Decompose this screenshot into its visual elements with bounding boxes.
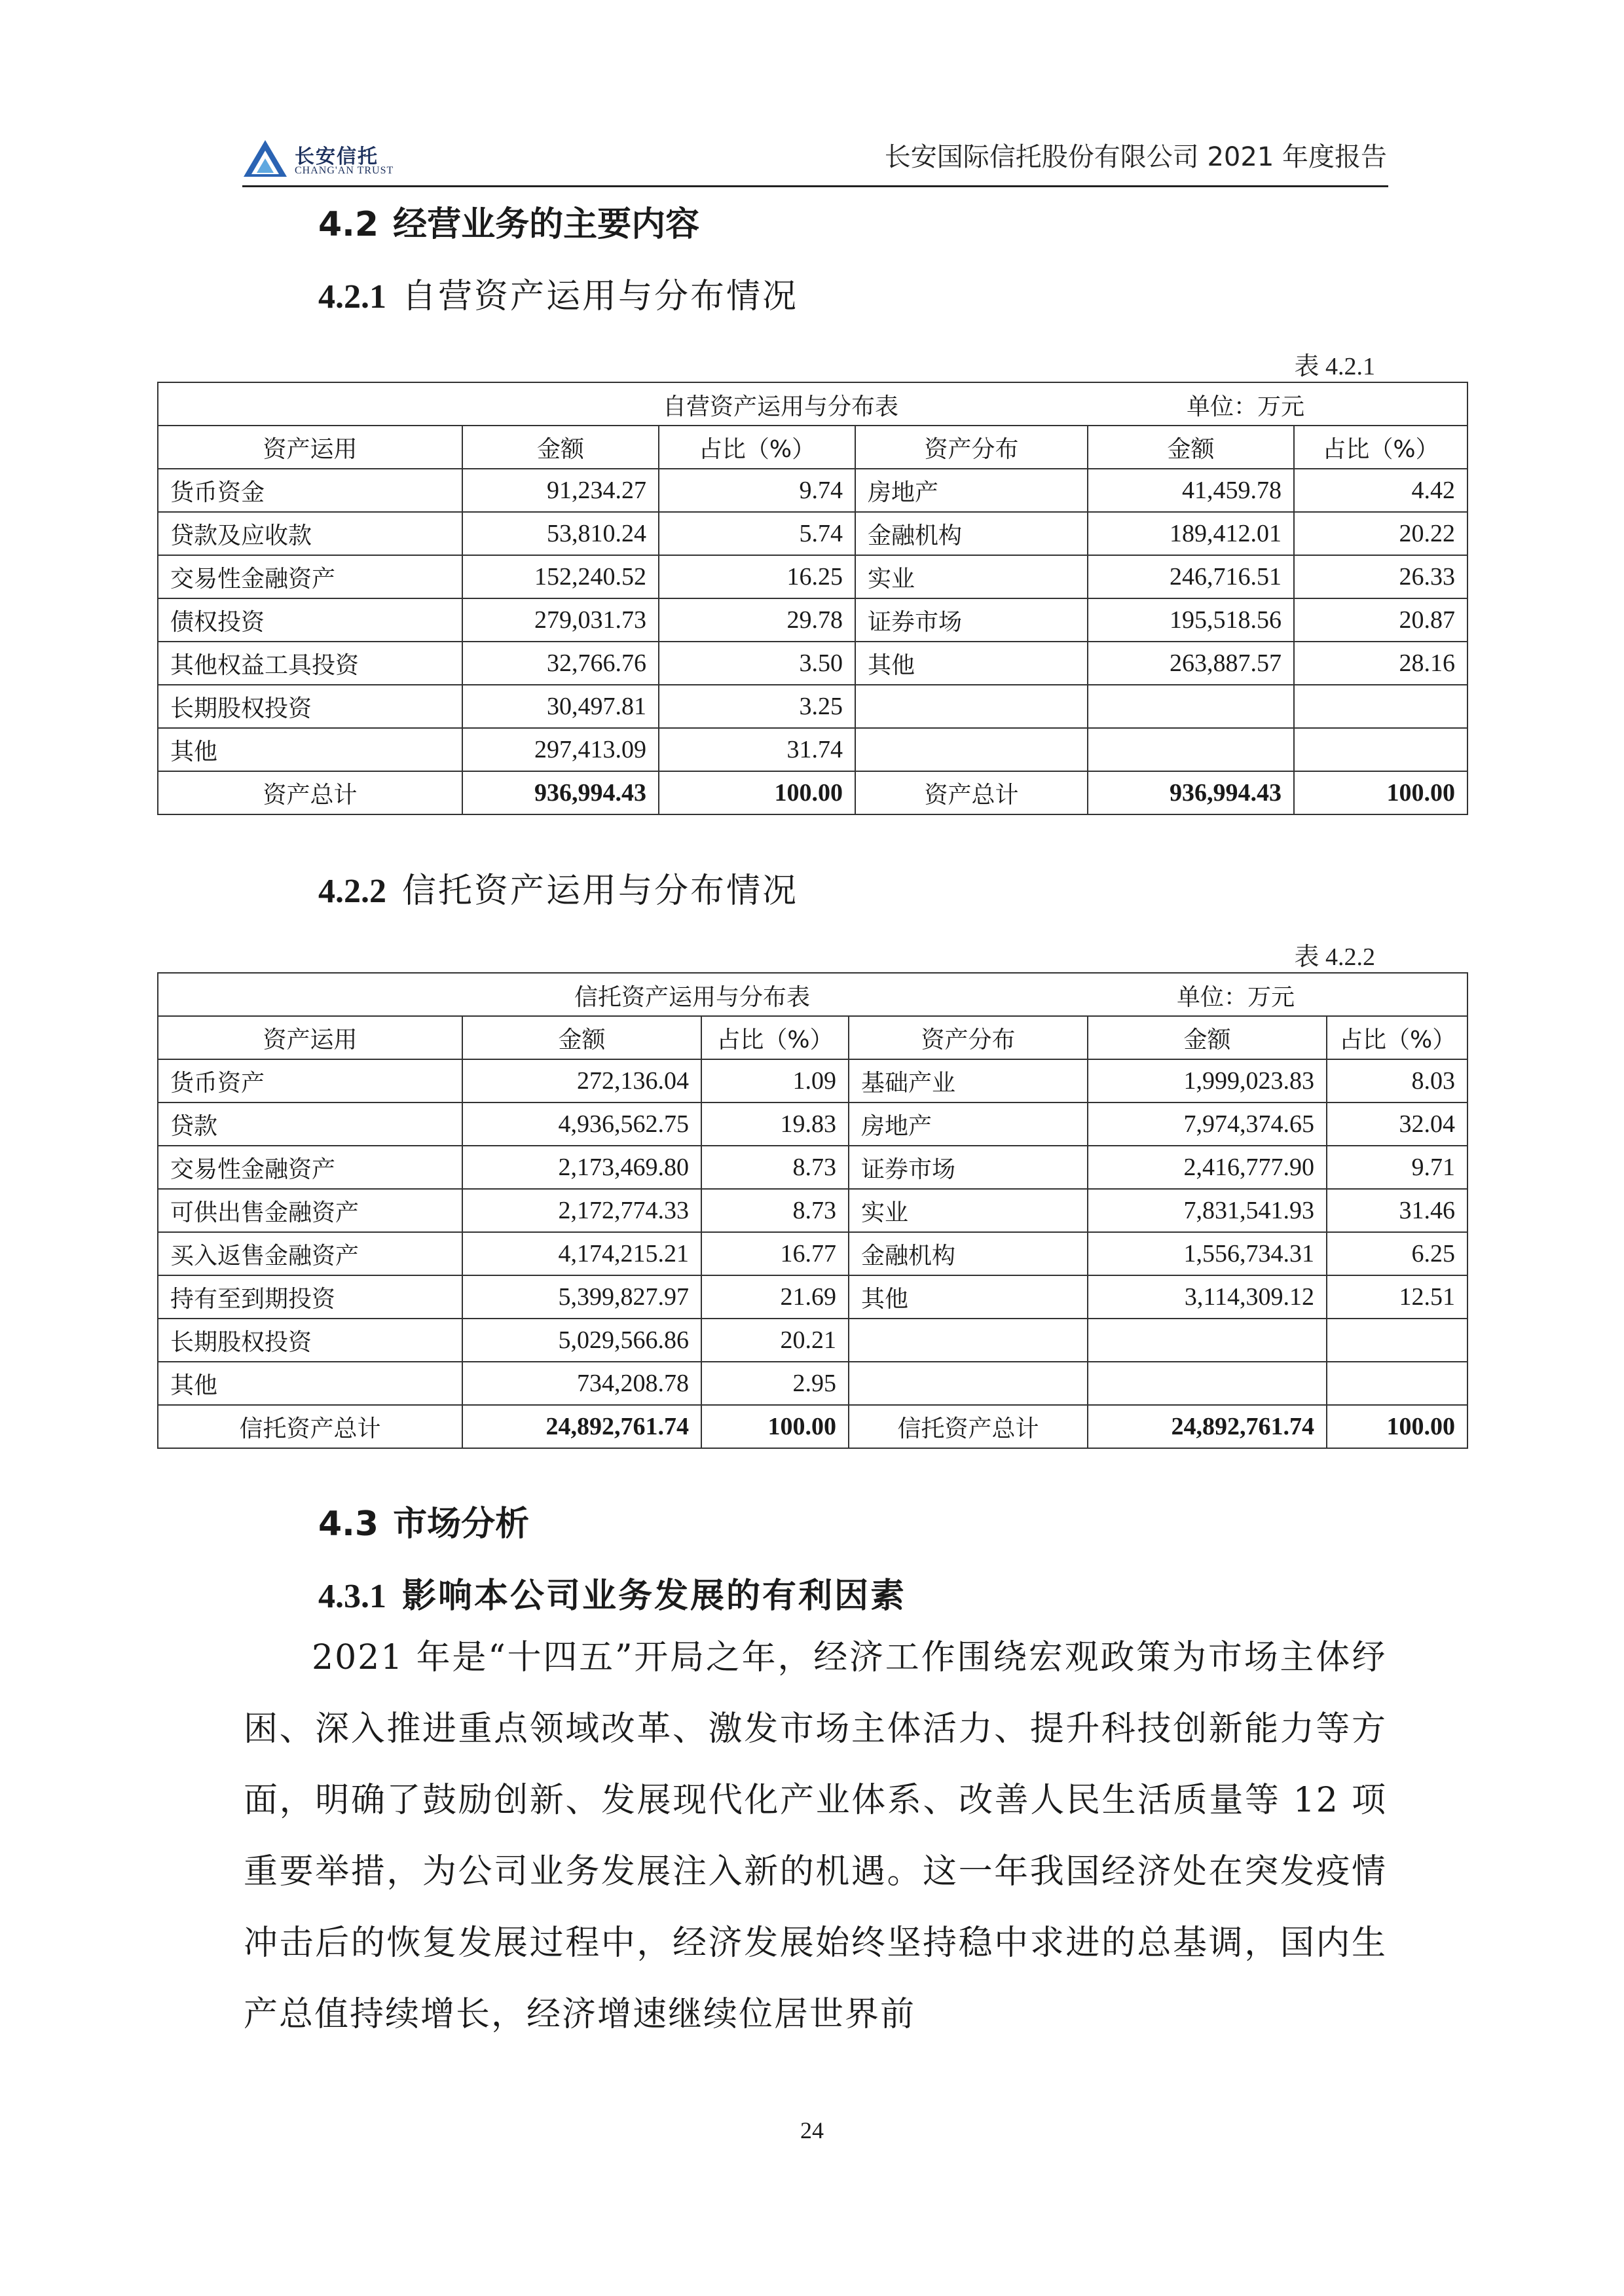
section-heading-4-2 — [318, 196, 699, 246]
table-cell: 实业 — [855, 555, 1088, 598]
table-cell: 6.25 — [1327, 1232, 1467, 1275]
table-cell: 房地产 — [855, 469, 1088, 512]
table-cell: 1,556,734.31 — [1088, 1232, 1327, 1275]
table-cell — [1088, 1319, 1327, 1362]
table-cell: 9.74 — [659, 469, 855, 512]
column-header: 金额 — [462, 1016, 701, 1059]
table-cell: 买入返售金融资产 — [158, 1232, 462, 1275]
table-cell: 其他 — [158, 1362, 462, 1405]
section-number: 4.2.2 — [318, 873, 386, 910]
table-cell: 证券市场 — [855, 598, 1088, 642]
table-cell — [1294, 728, 1467, 771]
table-cell: 31.46 — [1327, 1189, 1467, 1232]
table-title: 信托资产运用与分布表 — [574, 984, 811, 1011]
table-cell: 32.04 — [1327, 1102, 1467, 1146]
table-cell: 1,999,023.83 — [1088, 1059, 1327, 1102]
table-cell: 贷款 — [158, 1102, 462, 1146]
table-cell: 2,172,774.33 — [462, 1189, 701, 1232]
table-cell: 936,994.43 — [1088, 771, 1294, 814]
table-row — [158, 1102, 1467, 1146]
column-header: 资产运用 — [158, 426, 462, 469]
table-row — [158, 642, 1467, 685]
column-header: 资产运用 — [158, 1016, 462, 1059]
table-cell: 3.25 — [659, 685, 855, 728]
table-row — [158, 1319, 1467, 1362]
table-cell: 证券市场 — [849, 1146, 1088, 1189]
table-cell: 金融机构 — [849, 1232, 1088, 1275]
table-cell: 20.87 — [1294, 598, 1467, 642]
column-header: 占比（%） — [701, 1016, 849, 1059]
table-cell: 246,716.51 — [1088, 555, 1294, 598]
section-title: 自营资产运用与分布情况 — [402, 277, 799, 316]
table-row — [158, 1059, 1467, 1102]
table-cell: 41,459.78 — [1088, 469, 1294, 512]
table-cell: 4,174,215.21 — [462, 1232, 701, 1275]
table-cell: 实业 — [849, 1189, 1088, 1232]
table-cell: 3,114,309.12 — [1088, 1275, 1327, 1319]
table-cell: 152,240.52 — [462, 555, 659, 598]
section-heading-4-3-1 — [318, 1568, 906, 1617]
table-cell: 53,810.24 — [462, 512, 659, 555]
table-cell: 272,136.04 — [462, 1059, 701, 1102]
table-cell: 263,887.57 — [1088, 642, 1294, 685]
section-title: 信托资产运用与分布情况 — [402, 871, 799, 911]
table-cell: 长期股权投资 — [158, 685, 462, 728]
table-row — [158, 1362, 1467, 1405]
table-cell: 1.09 — [701, 1059, 849, 1102]
table-header-row — [158, 426, 1467, 469]
table-cell: 5,029,566.86 — [462, 1319, 701, 1362]
section-number: 4.3 — [318, 1504, 379, 1544]
table-cell — [1088, 728, 1294, 771]
table-cell: 20.21 — [701, 1319, 849, 1362]
logo-text-en: CHANG'AN TRUST — [295, 165, 394, 176]
table-cell: 100.00 — [1327, 1405, 1467, 1448]
table-cell — [849, 1319, 1088, 1362]
table-cell: 交易性金融资产 — [158, 555, 462, 598]
table-cell: 其他 — [158, 728, 462, 771]
body-paragraph: 2021 年是“十四五”开局之年，经济工作围绕宏观政策为市场主体纾困、深入推进重点领域改革、激发市场主体活力、提升科技创新能力等方面，明确了鼓励创新、发展现代化产业体系、改善人民生活质量等 12 项重要举措，为公司业务发展注入新的机遇。这一年我国经济处在突发疫情冲击后的恢复发展过程中，经济发展始终坚持稳中求进的总基调，国内生产总值持续增长，经济增速继续位居世界前 — [244, 1638, 1387, 2034]
table-cell: 房地产 — [849, 1102, 1088, 1146]
table-cell: 其他 — [855, 642, 1088, 685]
company-logo — [242, 137, 413, 183]
table-row — [158, 1275, 1467, 1319]
table-cell: 资产总计 — [855, 771, 1088, 814]
table-cell: 贷款及应收款 — [158, 512, 462, 555]
table-row — [158, 685, 1467, 728]
table-cell: 100.00 — [701, 1405, 849, 1448]
section-title: 市场分析 — [393, 1504, 530, 1544]
table-cell — [855, 728, 1088, 771]
table-cell — [855, 685, 1088, 728]
table-total-row — [158, 771, 1467, 814]
section-heading-4-3 — [318, 1496, 529, 1545]
table-cell — [1294, 685, 1467, 728]
table-cell: 19.83 — [701, 1102, 849, 1146]
table-cell: 信托资产总计 — [158, 1405, 462, 1448]
table-cell: 交易性金融资产 — [158, 1146, 462, 1189]
table-cell: 29.78 — [659, 598, 855, 642]
table-cell: 195,518.56 — [1088, 598, 1294, 642]
table-cell: 8.03 — [1327, 1059, 1467, 1102]
table-cell: 32,766.76 — [462, 642, 659, 685]
report-title: 长安国际信托股份有限公司 2021 年度报告 — [884, 142, 1387, 172]
table-header-row — [158, 1016, 1467, 1059]
table-cell: 279,031.73 — [462, 598, 659, 642]
section-heading-4-2-2 — [318, 863, 798, 912]
table-cell: 24,892,761.74 — [462, 1405, 701, 1448]
table-row — [158, 728, 1467, 771]
table-row — [158, 598, 1467, 642]
header-divider — [242, 185, 1388, 187]
table-cell — [1327, 1362, 1467, 1405]
table-cell: 936,994.43 — [462, 771, 659, 814]
table-unit: 单位：万元 — [1177, 984, 1295, 1011]
table-cell: 可供出售金融资产 — [158, 1189, 462, 1232]
table-cell: 金融机构 — [855, 512, 1088, 555]
table-row — [158, 1232, 1467, 1275]
section-heading-4-2-1 — [318, 268, 798, 318]
table-cell: 9.71 — [1327, 1146, 1467, 1189]
table-cell: 2,416,777.90 — [1088, 1146, 1327, 1189]
logo-text-cn: 长安信托 — [295, 145, 378, 168]
column-header: 占比（%） — [1294, 426, 1467, 469]
table-cell — [1327, 1319, 1467, 1362]
table-row — [158, 1146, 1467, 1189]
table-caption — [158, 973, 1467, 1016]
table-cell: 货币资金 — [158, 469, 462, 512]
page-number: 24 — [800, 2117, 824, 2143]
section-number: 4.3.1 — [318, 1578, 386, 1615]
table-row — [158, 1189, 1467, 1232]
column-header: 占比（%） — [1327, 1016, 1467, 1059]
table-cell: 5,399,827.97 — [462, 1275, 701, 1319]
table-caption — [158, 382, 1467, 426]
table-cell: 8.73 — [701, 1146, 849, 1189]
own-assets-table — [157, 382, 1468, 815]
column-header: 资产分布 — [849, 1016, 1088, 1059]
table-cell: 16.77 — [701, 1232, 849, 1275]
table-cell: 长期股权投资 — [158, 1319, 462, 1362]
table-cell: 100.00 — [1294, 771, 1467, 814]
table-cell: 2,173,469.80 — [462, 1146, 701, 1189]
logo-mark-icon — [242, 139, 288, 179]
table-row — [158, 469, 1467, 512]
column-header: 金额 — [1088, 426, 1294, 469]
table-cell: 7,831,541.93 — [1088, 1189, 1327, 1232]
table-cell: 5.74 — [659, 512, 855, 555]
table-cell: 12.51 — [1327, 1275, 1467, 1319]
table-cell: 持有至到期投资 — [158, 1275, 462, 1319]
trust-assets-table — [157, 972, 1468, 1449]
table-cell: 734,208.78 — [462, 1362, 701, 1405]
table-cell: 20.22 — [1294, 512, 1467, 555]
table-cell: 4,936,562.75 — [462, 1102, 701, 1146]
table-cell: 297,413.09 — [462, 728, 659, 771]
table-cell: 信托资产总计 — [849, 1405, 1088, 1448]
table-number: 表 4.2.2 — [1294, 943, 1375, 971]
section-number: 4.2 — [318, 205, 379, 244]
table-cell: 资产总计 — [158, 771, 462, 814]
table-unit: 单位：万元 — [1187, 393, 1305, 420]
column-header: 金额 — [1088, 1016, 1327, 1059]
table-number: 表 4.2.1 — [1294, 353, 1375, 380]
section-title: 影响本公司业务发展的有利因素 — [402, 1576, 907, 1616]
table-cell: 8.73 — [701, 1189, 849, 1232]
table-cell: 基础产业 — [849, 1059, 1088, 1102]
table-cell: 其他 — [849, 1275, 1088, 1319]
table-cell: 7,974,374.65 — [1088, 1102, 1327, 1146]
table-cell: 3.50 — [659, 642, 855, 685]
table-cell: 其他权益工具投资 — [158, 642, 462, 685]
table-cell: 2.95 — [701, 1362, 849, 1405]
table-cell: 30,497.81 — [462, 685, 659, 728]
table-cell: 91,234.27 — [462, 469, 659, 512]
table-row — [158, 555, 1467, 598]
table-row — [158, 512, 1467, 555]
table-title: 自营资产运用与分布表 — [663, 393, 899, 420]
table-cell: 16.25 — [659, 555, 855, 598]
column-header: 金额 — [462, 426, 659, 469]
table-cell: 货币资产 — [158, 1059, 462, 1102]
table-cell: 26.33 — [1294, 555, 1467, 598]
column-header: 资产分布 — [855, 426, 1088, 469]
table-cell: 189,412.01 — [1088, 512, 1294, 555]
table-cell: 28.16 — [1294, 642, 1467, 685]
section-number: 4.2.1 — [318, 278, 386, 316]
table-cell: 24,892,761.74 — [1088, 1405, 1327, 1448]
table-total-row — [158, 1405, 1467, 1448]
table-cell: 100.00 — [659, 771, 855, 814]
table-cell — [849, 1362, 1088, 1405]
table-cell: 4.42 — [1294, 469, 1467, 512]
column-header: 占比（%） — [659, 426, 855, 469]
table-cell: 21.69 — [701, 1275, 849, 1319]
table-cell — [1088, 1362, 1327, 1405]
table-cell: 债权投资 — [158, 598, 462, 642]
table-cell: 31.74 — [659, 728, 855, 771]
section-title: 经营业务的主要内容 — [393, 205, 700, 244]
table-cell — [1088, 685, 1294, 728]
